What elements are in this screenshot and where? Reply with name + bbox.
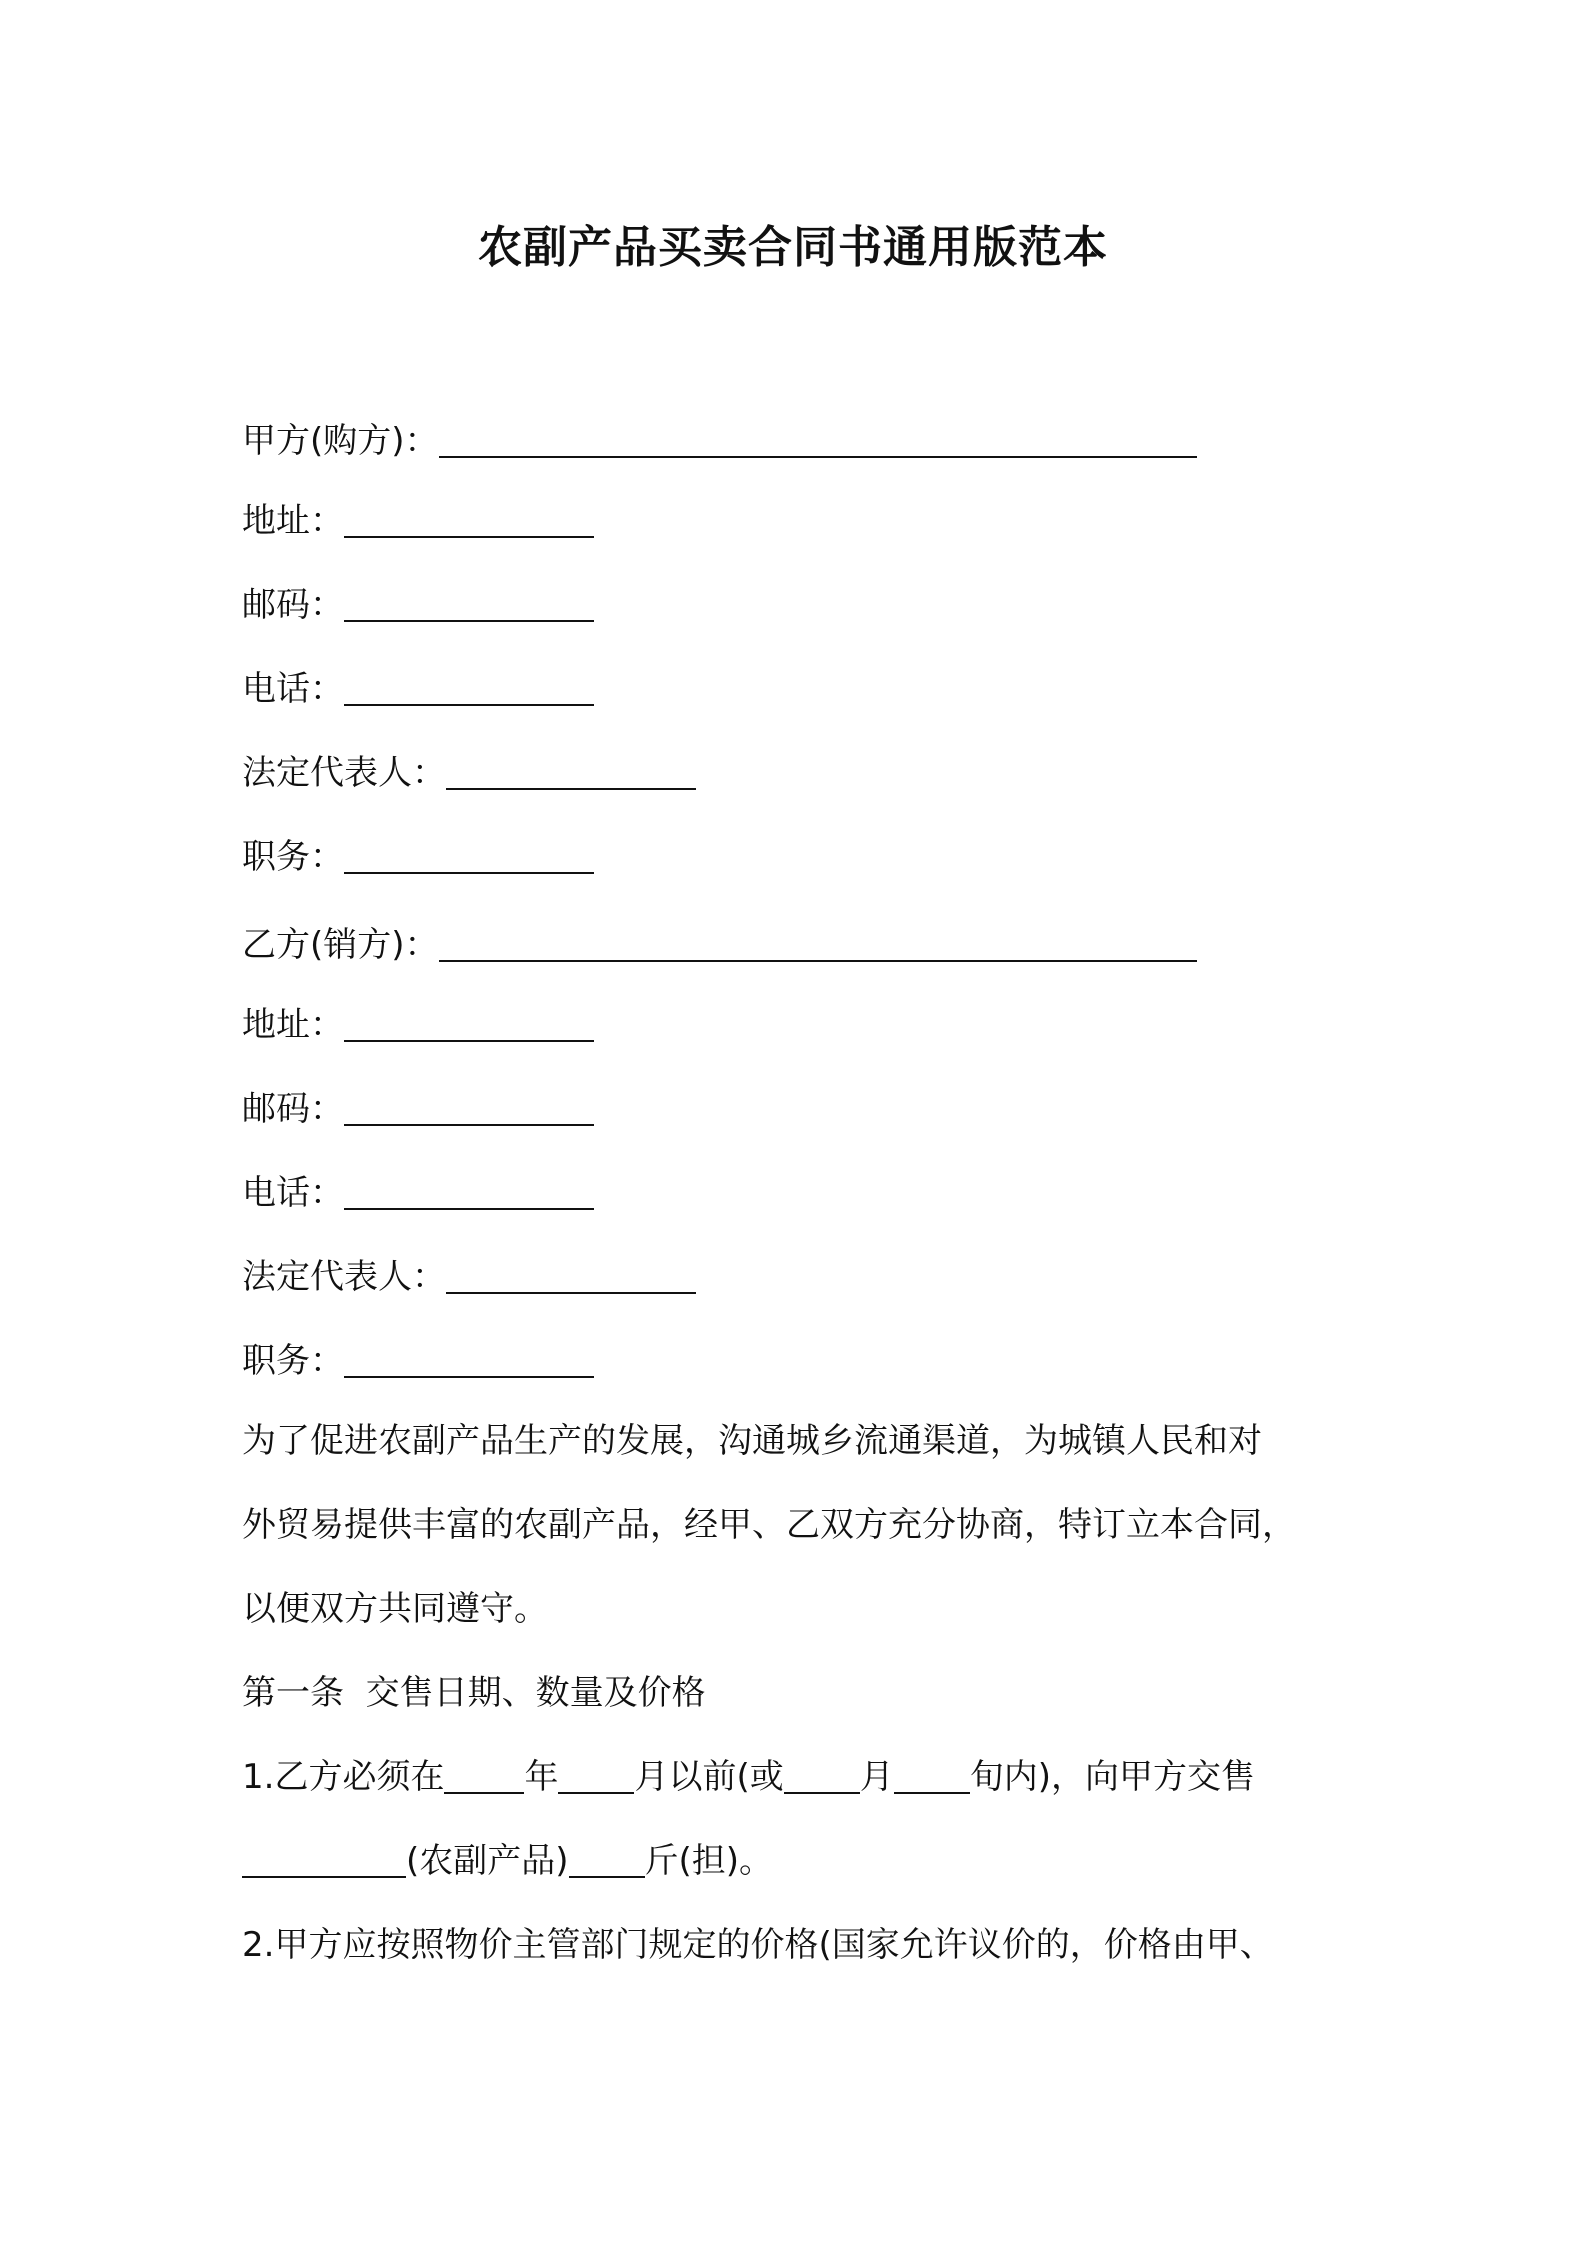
preamble-line-2: 外贸易提供丰富的农副产品，经甲、乙双方充分协商，特订立本合同， [242,1505,1296,1545]
party-a-line [242,416,1197,466]
party-b-phone-line [242,1168,594,1218]
party-a-legal-rep-label: 法定代表人： [242,753,446,793]
party-b-phone-blank[interactable] [344,1172,594,1210]
party-b-legal-rep-line [242,1252,696,1302]
clause-1-product: (农副产品) [406,1841,569,1881]
party-a-phone-line [242,664,594,714]
party-b-address-line [242,1000,594,1050]
party-a-blank[interactable] [439,420,1197,458]
party-a-postcode-label: 邮码： [242,585,344,625]
article-1-clause-1-line-2 [242,1836,773,1886]
party-b-label: 乙方(销方)： [242,925,439,965]
party-b-legal-rep-blank[interactable] [446,1256,696,1294]
party-a-position-line [242,832,594,882]
party-a-address-label: 地址： [242,501,344,541]
clause-1-unit: 斤(担)。 [644,1841,774,1881]
party-b-postcode-blank[interactable] [344,1088,594,1126]
quantity-blank[interactable] [569,1840,645,1878]
clause-1-month-2: 月 [859,1757,894,1797]
clause-1-year: 年 [524,1757,559,1797]
party-a-phone-blank[interactable] [344,668,594,706]
preamble-line-1: 为了促进农副产品生产的发展，沟通城乡流通渠道，为城镇人民和对 [242,1421,1262,1461]
party-a-legal-rep-blank[interactable] [446,752,696,790]
party-b-address-label: 地址： [242,1005,344,1045]
party-b-address-blank[interactable] [344,1004,594,1042]
party-a-position-blank[interactable] [344,836,594,874]
party-b-line [242,920,1197,970]
party-a-address-line [242,496,594,546]
product-blank[interactable] [242,1840,406,1878]
party-a-postcode-blank[interactable] [344,584,594,622]
party-a-label: 甲方(购方)： [242,421,439,461]
party-b-position-label: 职务： [242,1341,344,1381]
article-1-clause-2: 2.甲方应按照物价主管部门规定的价格(国家允许议价的，价格由甲、 [242,1925,1274,1965]
party-b-postcode-label: 邮码： [242,1089,344,1129]
clause-1-xun: 旬内)，向甲方交售 [969,1757,1255,1797]
document-title: 农副产品买卖合同书通用版范本 [478,222,1108,273]
clause-1-prefix: 1.乙方必须在 [242,1757,445,1797]
party-b-phone-label: 电话： [242,1173,344,1213]
xun-blank[interactable] [894,1756,970,1794]
year-blank[interactable] [444,1756,524,1794]
article-1-heading: 第一条 交售日期、数量及价格 [242,1673,706,1713]
party-a-legal-rep-line [242,748,696,798]
party-a-position-label: 职务： [242,837,344,877]
month-2-blank[interactable] [784,1756,860,1794]
party-a-address-blank[interactable] [344,500,594,538]
party-a-phone-label: 电话： [242,669,344,709]
clause-1-month: 月以前(或 [634,1757,784,1797]
party-b-position-line [242,1336,594,1386]
party-a-postcode-line [242,580,594,630]
party-b-legal-rep-label: 法定代表人： [242,1257,446,1297]
article-1-clause-1-line-1 [242,1752,1255,1802]
party-b-postcode-line [242,1084,594,1134]
party-b-position-blank[interactable] [344,1340,594,1378]
month-blank[interactable] [558,1756,634,1794]
party-b-blank[interactable] [439,924,1197,962]
preamble-line-3: 以便双方共同遵守。 [242,1589,548,1629]
